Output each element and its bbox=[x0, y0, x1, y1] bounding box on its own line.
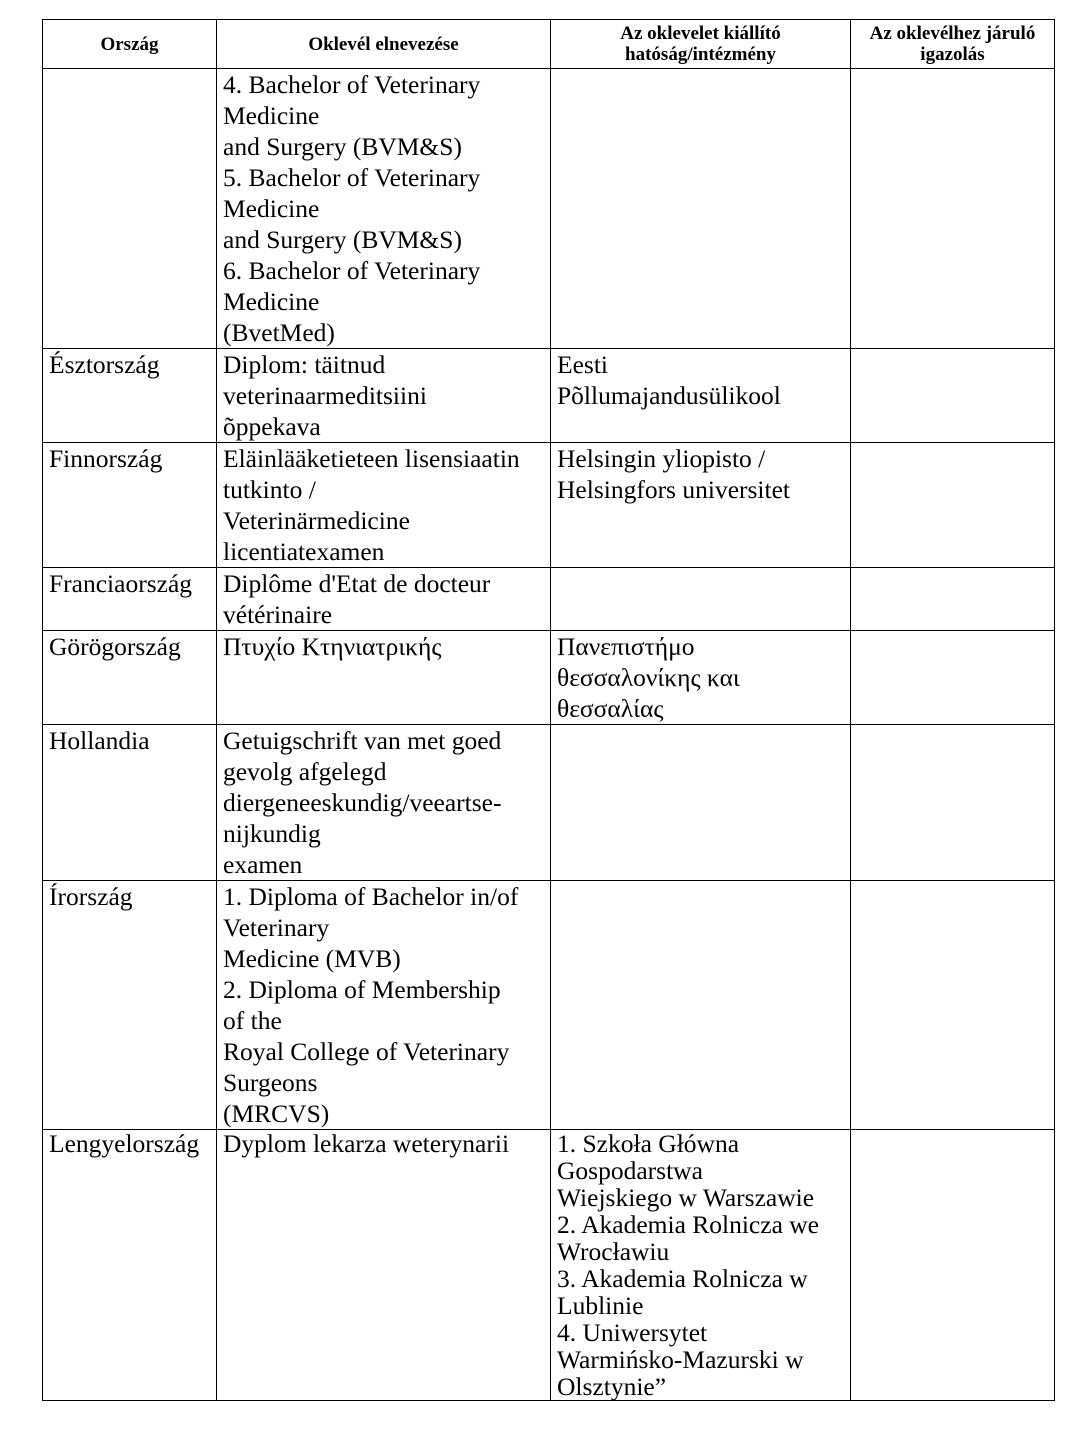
cell-text-line: Diplom: täitnud bbox=[223, 350, 386, 379]
diploma-cell bbox=[217, 1130, 551, 1401]
header-certificate: Az oklevélhez járuló igazolás bbox=[851, 20, 1055, 69]
header-diploma-name: Oklevél elnevezése bbox=[217, 20, 551, 69]
table-header-row bbox=[43, 20, 1055, 69]
cell-text-line: Franciaország bbox=[49, 569, 193, 598]
cell-text-line: Olsztynie” bbox=[557, 1372, 667, 1401]
cell-text-line: Hollandia bbox=[49, 726, 150, 755]
cell-text-line: 1. Diploma of Bachelor in/of bbox=[223, 882, 519, 911]
cell-text-line: examen bbox=[223, 850, 303, 879]
cell-text-line: Eläinlääketieteen lisensiaatin bbox=[223, 444, 520, 473]
authority-cell bbox=[551, 349, 851, 443]
cell-text-line: 3. Akademia Rolnicza w bbox=[557, 1264, 808, 1293]
cell-text-line: Finnország bbox=[49, 444, 163, 473]
certificate-cell bbox=[851, 1130, 1055, 1401]
diploma-cell bbox=[217, 568, 551, 631]
cell-text-line: Medicine bbox=[223, 287, 320, 316]
diploma-cell bbox=[217, 349, 551, 443]
cell-text-line: 6. Bachelor of Veterinary bbox=[223, 256, 481, 285]
table-row bbox=[43, 725, 1055, 881]
diploma-cell bbox=[217, 443, 551, 568]
authority-cell bbox=[551, 631, 851, 725]
cell-text-line: Helsingin yliopisto / bbox=[557, 444, 766, 473]
cell-text-line: Wiejskiego w Warszawie bbox=[557, 1183, 815, 1212]
cell-text-line: and Surgery (BVM&S) bbox=[223, 132, 462, 161]
cell-text-line: Gospodarstwa bbox=[557, 1156, 703, 1185]
cell-text-line: Royal College of Veterinary bbox=[223, 1037, 510, 1066]
diploma-cell bbox=[217, 725, 551, 881]
cell-text-line: 4. Bachelor of Veterinary bbox=[223, 70, 481, 99]
country-cell bbox=[43, 1130, 217, 1401]
authority-cell bbox=[551, 568, 851, 631]
country-cell bbox=[43, 881, 217, 1130]
certificate-cell bbox=[851, 725, 1055, 881]
cell-text-line: Warmińsko-Mazurski w bbox=[557, 1345, 804, 1374]
cell-text-line: θεσσαλονίκης και bbox=[557, 663, 740, 692]
country-cell bbox=[43, 725, 217, 881]
authority-cell bbox=[551, 1130, 851, 1401]
diploma-cell bbox=[217, 881, 551, 1130]
cell-text-line: vétérinaire bbox=[223, 600, 333, 629]
cell-text-line: Észtország bbox=[49, 350, 160, 379]
authority-cell bbox=[551, 69, 851, 349]
certificate-cell bbox=[851, 631, 1055, 725]
country-cell bbox=[43, 349, 217, 443]
cell-text-line: Veterinary bbox=[223, 913, 330, 942]
cell-text-line: (BvetMed) bbox=[223, 318, 335, 347]
header-country: Ország bbox=[43, 20, 217, 69]
cell-text-line: licentiatexamen bbox=[223, 537, 385, 566]
cell-text-line: tutkinto / bbox=[223, 475, 316, 504]
certificate-cell bbox=[851, 443, 1055, 568]
cell-text-line: Görögország bbox=[49, 632, 181, 661]
cell-text-line: Πτυχίο Κτηνιατρικής bbox=[223, 632, 442, 661]
certificate-cell bbox=[851, 568, 1055, 631]
certificate-cell bbox=[851, 881, 1055, 1130]
country-cell bbox=[43, 69, 217, 349]
cell-text-line: õppekava bbox=[223, 412, 321, 441]
table-row bbox=[43, 631, 1055, 725]
diploma-table bbox=[42, 19, 1055, 1401]
cell-text-line: veterinaarmeditsiini bbox=[223, 381, 427, 410]
cell-text-line: 2. Diploma of Membership bbox=[223, 975, 501, 1004]
country-cell bbox=[43, 631, 217, 725]
cell-text-line: Getuigschrift van met goed bbox=[223, 726, 502, 755]
cell-text-line: Lublinie bbox=[557, 1291, 644, 1320]
cell-text-line: Dyplom lekarza weterynarii bbox=[223, 1129, 510, 1158]
cell-text-line: θεσσαλίας bbox=[557, 694, 664, 723]
cell-text-line: 1. Szkoła Główna bbox=[557, 1129, 740, 1158]
cell-text-line: Írország bbox=[49, 882, 133, 911]
cell-text-line: Medicine (MVB) bbox=[223, 944, 401, 973]
cell-text-line: diergeneeskundig/veeartse- bbox=[223, 788, 502, 817]
cell-text-line: 5. Bachelor of Veterinary bbox=[223, 163, 481, 192]
cell-text-line: gevolg afgelegd bbox=[223, 757, 387, 786]
cell-text-line: 2. Akademia Rolnicza we bbox=[557, 1210, 819, 1239]
table-row bbox=[43, 568, 1055, 631]
authority-cell bbox=[551, 725, 851, 881]
country-cell bbox=[43, 568, 217, 631]
table-row bbox=[43, 69, 1055, 349]
country-cell bbox=[43, 443, 217, 568]
diploma-cell bbox=[217, 69, 551, 349]
cell-text-line: Eesti bbox=[557, 350, 608, 379]
cell-text-line: 4. Uniwersytet bbox=[557, 1318, 708, 1347]
cell-text-line: nijkundig bbox=[223, 819, 321, 848]
cell-text-line: Põllumajandusülikool bbox=[557, 381, 781, 410]
table-row bbox=[43, 443, 1055, 568]
cell-text-line: and Surgery (BVM&S) bbox=[223, 225, 462, 254]
cell-text-line: of the bbox=[223, 1006, 282, 1035]
cell-text-line: (MRCVS) bbox=[223, 1099, 330, 1128]
cell-text-line: Πανεπιστήμο bbox=[557, 632, 695, 661]
table-row bbox=[43, 1130, 1055, 1401]
header-issuing-authority: Az oklevelet kiállító hatóság/intézmény bbox=[551, 20, 851, 69]
table-row bbox=[43, 349, 1055, 443]
cell-text-line: Helsingfors universitet bbox=[557, 475, 790, 504]
cell-text-line: Medicine bbox=[223, 101, 320, 130]
cell-text-line: Veterinärmedicine bbox=[223, 506, 410, 535]
cell-text-line: Surgeons bbox=[223, 1068, 318, 1097]
authority-cell bbox=[551, 881, 851, 1130]
diploma-cell bbox=[217, 631, 551, 725]
table-body bbox=[43, 69, 1055, 1401]
authority-cell bbox=[551, 443, 851, 568]
cell-text-line: Wrocławiu bbox=[557, 1237, 670, 1266]
cell-text-line: Diplôme d'Etat de docteur bbox=[223, 569, 491, 598]
table-row bbox=[43, 881, 1055, 1130]
certificate-cell bbox=[851, 349, 1055, 443]
certificate-cell bbox=[851, 69, 1055, 349]
cell-text-line: Medicine bbox=[223, 194, 320, 223]
cell-text-line: Lengyelország bbox=[49, 1129, 200, 1158]
